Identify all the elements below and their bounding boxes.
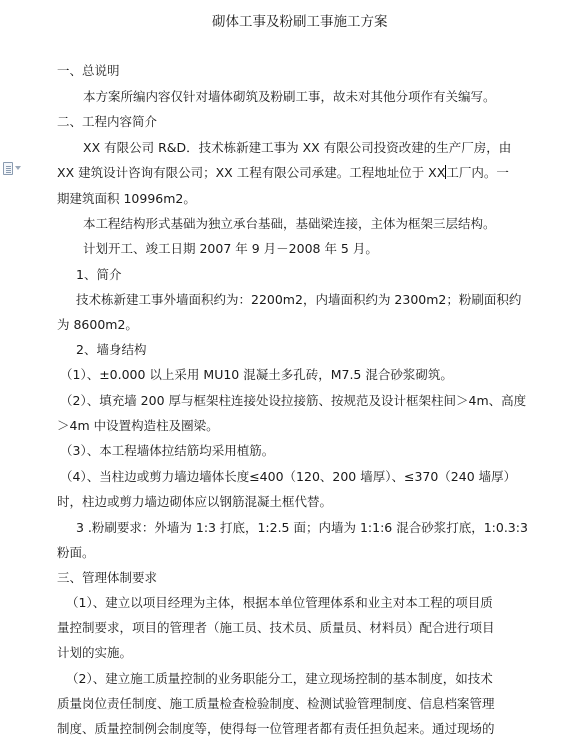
paragraph-line: （3）、本工程墙体拉结筋均采用植筋。 bbox=[60, 443, 275, 458]
paragraph-line: 制度、质量控制例会制度等，使得每一位管理者都有责任担负起来。通过现场的 bbox=[57, 721, 495, 736]
subsection-heading: 2、墙身结构 bbox=[76, 342, 147, 357]
section-heading: 三、管理体制要求 bbox=[57, 570, 158, 585]
paragraph-text: XX 建筑设计咨询有限公司；XX 工程有限公司承建。工程地址位于 XX bbox=[57, 165, 446, 180]
paragraph-line: ＞4m 中设置构造柱及圈梁。 bbox=[57, 418, 219, 433]
paragraph-text: 工厂内。一 bbox=[446, 165, 509, 180]
paragraph-line: （1）、±0.000 以上采用 MU10 混凝土多孔砖，M7.5 混合砂浆砌筑。 bbox=[60, 367, 453, 382]
paragraph-line: XX 有限公司 R&D．技术栋新建工事为 XX 有限公司投资改建的生产厂房，由 bbox=[83, 140, 512, 155]
paragraph-line: （4）、当柱边或剪力墙边墙体长度≤400（120、200 墙厚）、≤370（240 墙厚） bbox=[60, 469, 517, 484]
paragraph-line: （2）、填充墙 200 厚与框架柱连接处设拉接筋、按规范及设计框架柱间＞4m、高度 bbox=[60, 393, 527, 408]
paragraph-line: 计划开工、竣工日期 2007 年 9 月－2008 年 5 月。 bbox=[83, 241, 378, 256]
subsection-heading: 1、简介 bbox=[76, 267, 122, 282]
paragraph-line: 3 .粉刷要求：外墙为 1:3 打底，1:2.5 面；内墙为 1:1:6 混合砂浆打底，1:0.3:3 bbox=[76, 520, 528, 535]
section-heading: 二、工程内容简介 bbox=[57, 114, 158, 129]
paragraph-line: 本方案所编内容仅针对墙体砌筑及粉刷工事，故未对其他分项作有关编写。 bbox=[83, 89, 496, 104]
paragraph-line: 期建筑面积 10996m2。 bbox=[57, 191, 196, 206]
paragraph-line[interactable] bbox=[57, 165, 509, 181]
paragraph-line: 量控制要求，项目的管理者（施工员、技术员、质量员、材料员）配合进行项目 bbox=[57, 620, 495, 635]
paragraph-line: 时，柱边或剪力墙边砌体应以钢筋混凝土框代替。 bbox=[57, 494, 333, 509]
paragraph-line: 本工程结构形式基础为独立承台基础，基础梁连接，主体为框架三层结构。 bbox=[83, 216, 496, 231]
document-title: 砌体工事及粉刷工事施工方案 bbox=[212, 14, 388, 30]
paragraph-line: 技术栋新建工事外墙面积约为：2200m2，内墙面积约为 2300m2；粉刷面积约 bbox=[76, 292, 522, 307]
document-icon bbox=[3, 162, 13, 175]
paragraph-line: 计划的实施。 bbox=[57, 645, 133, 660]
paragraph-line: （2）、建立施工质量控制的业务职能分工，建立现场控制的基本制度，如技术 bbox=[66, 671, 493, 686]
chevron-down-icon bbox=[15, 166, 21, 170]
paragraph-line: （1）、建立以项目经理为主体，根据本单位管理体系和业主对本工程的项目质 bbox=[66, 595, 493, 610]
paragraph-options-button[interactable] bbox=[3, 161, 31, 175]
paragraph-line: 质量岗位责任制度、施工质量检查检验制度、检测试验管理制度、信息档案管理 bbox=[57, 696, 495, 711]
paragraph-line: 为 8600m2。 bbox=[57, 317, 138, 332]
section-heading: 一、总说明 bbox=[57, 63, 120, 78]
paragraph-line: 粉面。 bbox=[57, 545, 95, 560]
